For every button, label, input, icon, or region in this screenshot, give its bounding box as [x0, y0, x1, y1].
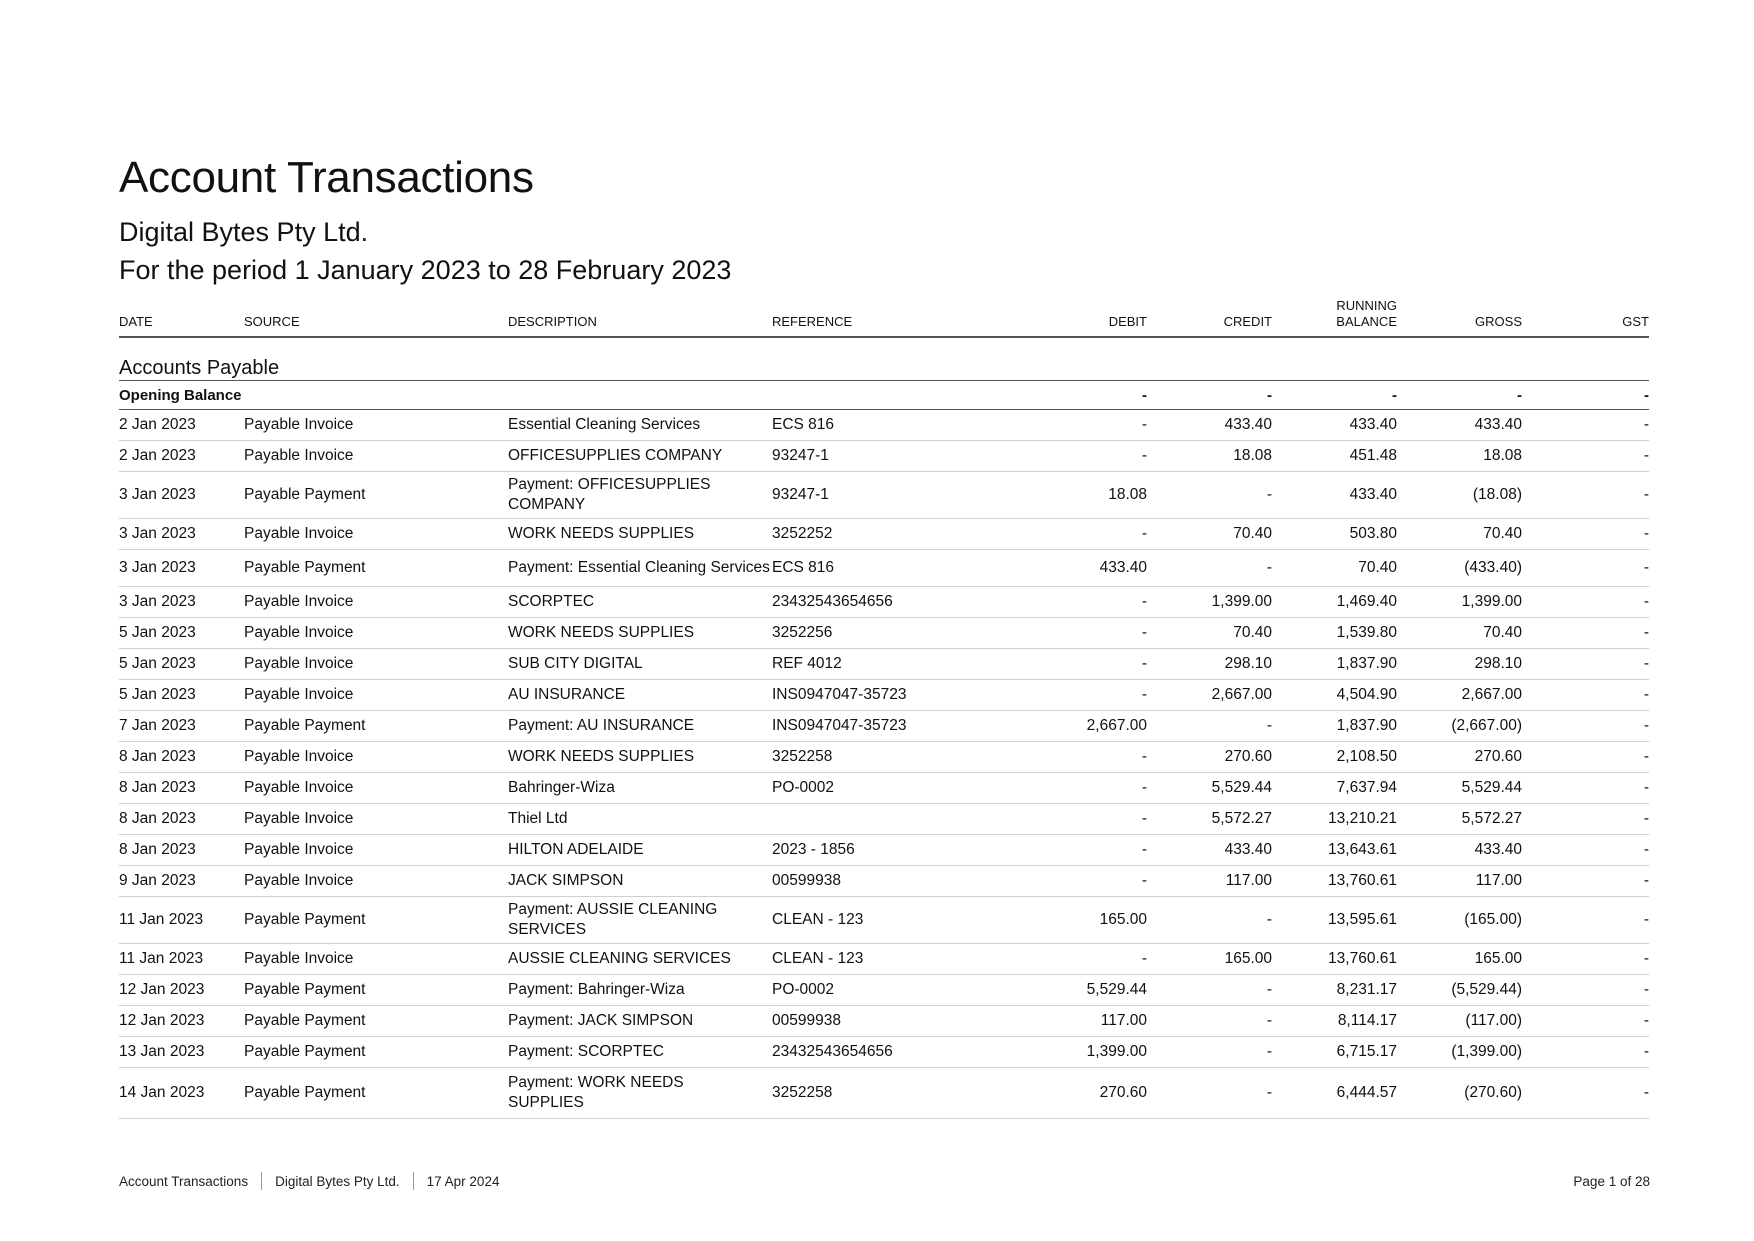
cell-credit: - — [1147, 1037, 1272, 1068]
cell-source: Payable Payment — [244, 550, 508, 587]
cell-gst: - — [1522, 472, 1649, 519]
cell-credit: 70.40 — [1147, 519, 1272, 550]
cell-gross: (165.00) — [1397, 897, 1522, 944]
cell-source: Payable Invoice — [244, 441, 508, 472]
cell-gross: (18.08) — [1397, 472, 1522, 519]
cell-date: 3 Jan 2023 — [119, 550, 244, 587]
cell-date: 3 Jan 2023 — [119, 519, 244, 550]
table-row — [119, 1006, 1649, 1037]
cell-debit: - — [1022, 587, 1147, 618]
cell-debit: - — [1022, 773, 1147, 804]
opening-balance-row — [119, 381, 1649, 410]
table-row — [119, 773, 1649, 804]
cell-description: Essential Cleaning Services — [508, 410, 772, 441]
cell-running-balance: 13,210.21 — [1272, 804, 1397, 835]
page-footer — [119, 1172, 1650, 1190]
cell-credit: 298.10 — [1147, 649, 1272, 680]
table-row — [119, 649, 1649, 680]
table-row — [119, 550, 1649, 587]
cell-gst: - — [1522, 1006, 1649, 1037]
cell-running-balance: 1,539.80 — [1272, 618, 1397, 649]
cell-gross: 1,399.00 — [1397, 587, 1522, 618]
opening-credit: - — [1147, 381, 1272, 410]
cell-running-balance: 503.80 — [1272, 519, 1397, 550]
cell-gross: 70.40 — [1397, 618, 1522, 649]
cell-gst: - — [1522, 587, 1649, 618]
cell-credit: 5,529.44 — [1147, 773, 1272, 804]
cell-source: Payable Invoice — [244, 618, 508, 649]
cell-description: AU INSURANCE — [508, 680, 772, 711]
table-row — [119, 441, 1649, 472]
opening-gross: - — [1397, 381, 1522, 410]
table-row — [119, 587, 1649, 618]
cell-credit: 2,667.00 — [1147, 680, 1272, 711]
cell-date: 7 Jan 2023 — [119, 711, 244, 742]
table-row — [119, 897, 1649, 944]
report-period: For the period 1 January 2023 to 28 February 2023 — [119, 255, 732, 285]
cell-running-balance: 8,114.17 — [1272, 1006, 1397, 1037]
cell-debit: 5,529.44 — [1022, 975, 1147, 1006]
cell-description: WORK NEEDS SUPPLIES — [508, 519, 772, 550]
cell-credit: 433.40 — [1147, 410, 1272, 441]
cell-source: Payable Payment — [244, 897, 508, 944]
footer-company: Digital Bytes Pty Ltd. — [275, 1173, 400, 1189]
cell-source: Payable Invoice — [244, 742, 508, 773]
cell-reference: 23432543654656 — [772, 587, 1022, 618]
cell-date: 8 Jan 2023 — [119, 804, 244, 835]
cell-reference: 3252252 — [772, 519, 1022, 550]
cell-running-balance: 4,504.90 — [1272, 680, 1397, 711]
cell-date: 11 Jan 2023 — [119, 944, 244, 975]
cell-description: Payment: OFFICESUPPLIES COMPANY — [508, 472, 772, 519]
cell-debit: - — [1022, 618, 1147, 649]
cell-source: Payable Invoice — [244, 519, 508, 550]
cell-running-balance: 1,837.90 — [1272, 711, 1397, 742]
cell-reference: 00599938 — [772, 866, 1022, 897]
cell-credit: - — [1147, 472, 1272, 519]
section-title: Accounts Payable — [119, 337, 1649, 381]
cell-running-balance: 433.40 — [1272, 410, 1397, 441]
cell-date: 12 Jan 2023 — [119, 975, 244, 1006]
col-header-source: SOURCE — [244, 292, 508, 337]
col-header-date: DATE — [119, 292, 244, 337]
cell-debit: - — [1022, 742, 1147, 773]
col-header-debit: DEBIT — [1022, 292, 1147, 337]
cell-debit: 117.00 — [1022, 1006, 1147, 1037]
cell-reference: INS0947047-35723 — [772, 711, 1022, 742]
cell-reference: CLEAN - 123 — [772, 944, 1022, 975]
cell-source: Payable Payment — [244, 711, 508, 742]
cell-reference: ECS 816 — [772, 550, 1022, 587]
cell-date: 5 Jan 2023 — [119, 680, 244, 711]
cell-reference: 23432543654656 — [772, 1037, 1022, 1068]
cell-debit: - — [1022, 866, 1147, 897]
cell-gross: 5,529.44 — [1397, 773, 1522, 804]
cell-credit: 270.60 — [1147, 742, 1272, 773]
cell-date: 9 Jan 2023 — [119, 866, 244, 897]
cell-running-balance: 8,231.17 — [1272, 975, 1397, 1006]
cell-debit: 270.60 — [1022, 1068, 1147, 1119]
cell-description: OFFICESUPPLIES COMPANY — [508, 441, 772, 472]
cell-credit: 5,572.27 — [1147, 804, 1272, 835]
cell-gross: (270.60) — [1397, 1068, 1522, 1119]
cell-description: Payment: JACK SIMPSON — [508, 1006, 772, 1037]
cell-gst: - — [1522, 975, 1649, 1006]
cell-reference: 2023 - 1856 — [772, 835, 1022, 866]
cell-gst: - — [1522, 519, 1649, 550]
cell-reference: 3252258 — [772, 1068, 1022, 1119]
cell-source: Payable Invoice — [244, 680, 508, 711]
cell-gst: - — [1522, 773, 1649, 804]
cell-source: Payable Invoice — [244, 804, 508, 835]
cell-reference: PO-0002 — [772, 975, 1022, 1006]
cell-gross: 18.08 — [1397, 441, 1522, 472]
col-header-credit: CREDIT — [1147, 292, 1272, 337]
table-row — [119, 711, 1649, 742]
cell-credit: 70.40 — [1147, 618, 1272, 649]
cell-debit: 1,399.00 — [1022, 1037, 1147, 1068]
cell-date: 3 Jan 2023 — [119, 472, 244, 519]
cell-date: 5 Jan 2023 — [119, 618, 244, 649]
cell-date: 8 Jan 2023 — [119, 742, 244, 773]
cell-running-balance: 2,108.50 — [1272, 742, 1397, 773]
company-name: Digital Bytes Pty Ltd. — [119, 217, 369, 247]
cell-source: Payable Payment — [244, 472, 508, 519]
cell-gst: - — [1522, 441, 1649, 472]
cell-credit: 1,399.00 — [1147, 587, 1272, 618]
cell-source: Payable Payment — [244, 975, 508, 1006]
cell-description: HILTON ADELAIDE — [508, 835, 772, 866]
cell-gross: (2,667.00) — [1397, 711, 1522, 742]
cell-description: Payment: Bahringer-Wiza — [508, 975, 772, 1006]
table-row — [119, 1037, 1649, 1068]
cell-reference: REF 4012 — [772, 649, 1022, 680]
cell-source: Payable Invoice — [244, 773, 508, 804]
cell-reference: 3252256 — [772, 618, 1022, 649]
cell-debit: - — [1022, 441, 1147, 472]
table-row — [119, 410, 1649, 441]
cell-source: Payable Payment — [244, 1068, 508, 1119]
footer-date: 17 Apr 2024 — [426, 1173, 500, 1189]
cell-date: 14 Jan 2023 — [119, 1068, 244, 1119]
cell-running-balance: 13,643.61 — [1272, 835, 1397, 866]
col-header-reference: REFERENCE — [772, 292, 1022, 337]
footer-divider — [413, 1172, 414, 1190]
table-row — [119, 1068, 1649, 1119]
cell-gst: - — [1522, 804, 1649, 835]
cell-gross: (1,399.00) — [1397, 1037, 1522, 1068]
opening-debit: - — [1022, 381, 1147, 410]
cell-gross: 433.40 — [1397, 835, 1522, 866]
cell-gross: 433.40 — [1397, 410, 1522, 441]
cell-gross: 298.10 — [1397, 649, 1522, 680]
cell-running-balance: 1,837.90 — [1272, 649, 1397, 680]
opening-gst: - — [1522, 381, 1649, 410]
cell-date: 13 Jan 2023 — [119, 1037, 244, 1068]
cell-running-balance: 7,637.94 — [1272, 773, 1397, 804]
cell-description: WORK NEEDS SUPPLIES — [508, 742, 772, 773]
cell-description: SUB CITY DIGITAL — [508, 649, 772, 680]
cell-gross: 117.00 — [1397, 866, 1522, 897]
cell-credit: - — [1147, 1006, 1272, 1037]
cell-date: 12 Jan 2023 — [119, 1006, 244, 1037]
cell-running-balance: 70.40 — [1272, 550, 1397, 587]
col-header-gross: GROSS — [1397, 292, 1522, 337]
cell-date: 2 Jan 2023 — [119, 410, 244, 441]
report-page — [119, 150, 1649, 1119]
footer-page-number: Page 1 of 28 — [1573, 1173, 1650, 1189]
cell-debit: - — [1022, 680, 1147, 711]
cell-gst: - — [1522, 866, 1649, 897]
cell-debit: - — [1022, 835, 1147, 866]
col-header-running-line2: BALANCE — [1336, 314, 1397, 329]
cell-gross: 70.40 — [1397, 519, 1522, 550]
cell-debit: 2,667.00 — [1022, 711, 1147, 742]
cell-source: Payable Invoice — [244, 649, 508, 680]
cell-gross: 165.00 — [1397, 944, 1522, 975]
report-title: Account Transactions — [119, 153, 534, 202]
cell-date: 2 Jan 2023 — [119, 441, 244, 472]
table-header-row — [119, 292, 1649, 337]
cell-date: 11 Jan 2023 — [119, 897, 244, 944]
cell-source: Payable Payment — [244, 1006, 508, 1037]
cell-date: 8 Jan 2023 — [119, 773, 244, 804]
cell-credit: - — [1147, 1068, 1272, 1119]
table-row — [119, 742, 1649, 773]
cell-credit: - — [1147, 897, 1272, 944]
cell-debit: - — [1022, 519, 1147, 550]
cell-debit: - — [1022, 649, 1147, 680]
cell-reference: ECS 816 — [772, 410, 1022, 441]
cell-gross: (5,529.44) — [1397, 975, 1522, 1006]
cell-gst: - — [1522, 835, 1649, 866]
cell-reference: 00599938 — [772, 1006, 1022, 1037]
cell-debit: - — [1022, 804, 1147, 835]
cell-source: Payable Invoice — [244, 835, 508, 866]
cell-reference: 3252258 — [772, 742, 1022, 773]
footer-divider — [261, 1172, 262, 1190]
col-header-running-balance — [1272, 292, 1397, 337]
cell-gst: - — [1522, 742, 1649, 773]
cell-gross: (117.00) — [1397, 1006, 1522, 1037]
cell-reference: INS0947047-35723 — [772, 680, 1022, 711]
table-row — [119, 944, 1649, 975]
table-row — [119, 804, 1649, 835]
transactions-table — [119, 292, 1649, 1119]
cell-credit: - — [1147, 711, 1272, 742]
cell-date: 5 Jan 2023 — [119, 649, 244, 680]
cell-running-balance: 6,444.57 — [1272, 1068, 1397, 1119]
col-header-gst: GST — [1522, 292, 1649, 337]
cell-description: Payment: AUSSIE CLEANING SERVICES — [508, 897, 772, 944]
cell-source: Payable Payment — [244, 1037, 508, 1068]
cell-gst: - — [1522, 410, 1649, 441]
cell-source: Payable Invoice — [244, 866, 508, 897]
cell-reference: CLEAN - 123 — [772, 897, 1022, 944]
cell-description: AUSSIE CLEANING SERVICES — [508, 944, 772, 975]
table-row — [119, 618, 1649, 649]
cell-debit: 433.40 — [1022, 550, 1147, 587]
cell-running-balance: 1,469.40 — [1272, 587, 1397, 618]
cell-date: 8 Jan 2023 — [119, 835, 244, 866]
cell-description: Payment: AU INSURANCE — [508, 711, 772, 742]
cell-reference — [772, 804, 1022, 835]
cell-credit: - — [1147, 975, 1272, 1006]
cell-gross: 2,667.00 — [1397, 680, 1522, 711]
cell-debit: 18.08 — [1022, 472, 1147, 519]
cell-source: Payable Invoice — [244, 944, 508, 975]
cell-gross: (433.40) — [1397, 550, 1522, 587]
cell-running-balance: 13,595.61 — [1272, 897, 1397, 944]
col-header-running-line1: RUNNING — [1336, 298, 1397, 313]
cell-reference: 93247-1 — [772, 441, 1022, 472]
cell-debit: - — [1022, 944, 1147, 975]
cell-credit: - — [1147, 550, 1272, 587]
cell-gst: - — [1522, 897, 1649, 944]
cell-description: JACK SIMPSON — [508, 866, 772, 897]
cell-description: SCORPTEC — [508, 587, 772, 618]
section-header-row — [119, 337, 1649, 381]
cell-credit: 165.00 — [1147, 944, 1272, 975]
cell-description: Thiel Ltd — [508, 804, 772, 835]
cell-credit: 433.40 — [1147, 835, 1272, 866]
cell-reference: 93247-1 — [772, 472, 1022, 519]
cell-gst: - — [1522, 944, 1649, 975]
cell-gst: - — [1522, 680, 1649, 711]
cell-gst: - — [1522, 649, 1649, 680]
cell-description: WORK NEEDS SUPPLIES — [508, 618, 772, 649]
cell-source: Payable Invoice — [244, 587, 508, 618]
cell-running-balance: 13,760.61 — [1272, 866, 1397, 897]
cell-running-balance: 433.40 — [1272, 472, 1397, 519]
cell-running-balance: 13,760.61 — [1272, 944, 1397, 975]
opening-balance-label: Opening Balance — [119, 381, 1022, 410]
cell-credit: 117.00 — [1147, 866, 1272, 897]
table-row — [119, 975, 1649, 1006]
table-row — [119, 866, 1649, 897]
cell-description: Payment: WORK NEEDS SUPPLIES — [508, 1068, 772, 1119]
table-row — [119, 519, 1649, 550]
cell-description: Payment: Essential Cleaning Services — [508, 550, 772, 587]
opening-running: - — [1272, 381, 1397, 410]
cell-gst: - — [1522, 1068, 1649, 1119]
cell-gross: 270.60 — [1397, 742, 1522, 773]
cell-gst: - — [1522, 711, 1649, 742]
cell-gst: - — [1522, 1037, 1649, 1068]
table-row — [119, 680, 1649, 711]
cell-description: Bahringer-Wiza — [508, 773, 772, 804]
cell-reference: PO-0002 — [772, 773, 1022, 804]
cell-debit: - — [1022, 410, 1147, 441]
col-header-description: DESCRIPTION — [508, 292, 772, 337]
cell-gst: - — [1522, 618, 1649, 649]
cell-description: Payment: SCORPTEC — [508, 1037, 772, 1068]
cell-source: Payable Invoice — [244, 410, 508, 441]
table-row — [119, 472, 1649, 519]
cell-debit: 165.00 — [1022, 897, 1147, 944]
cell-running-balance: 451.48 — [1272, 441, 1397, 472]
footer-report-name: Account Transactions — [119, 1173, 249, 1189]
cell-date: 3 Jan 2023 — [119, 587, 244, 618]
cell-gross: 5,572.27 — [1397, 804, 1522, 835]
cell-running-balance: 6,715.17 — [1272, 1037, 1397, 1068]
cell-credit: 18.08 — [1147, 441, 1272, 472]
cell-gst: - — [1522, 550, 1649, 587]
table-row — [119, 835, 1649, 866]
